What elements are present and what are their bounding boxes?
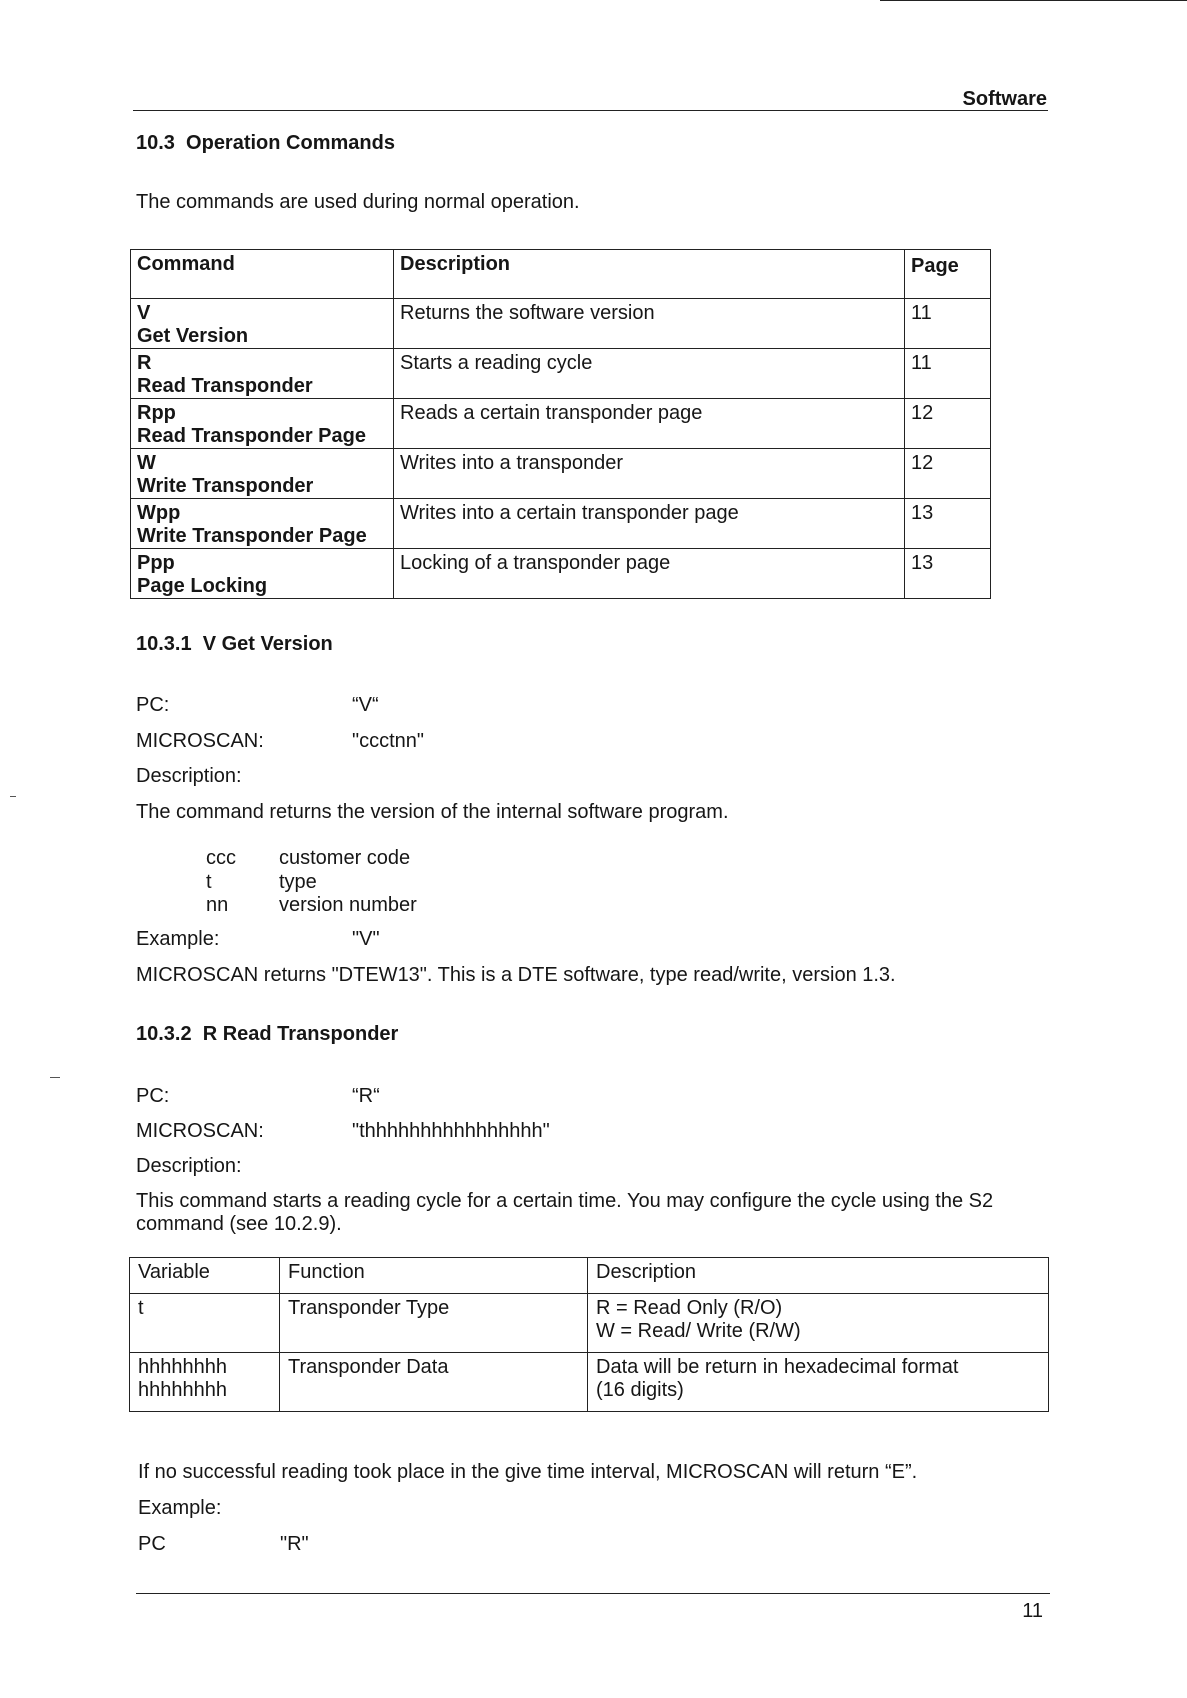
column-header-command: Command: [131, 250, 394, 299]
column-header-function: Function: [280, 1258, 588, 1294]
description-label: Description:: [136, 1155, 242, 1177]
table-row: [131, 549, 991, 599]
page-cell: 13: [905, 499, 991, 549]
command-cell: [131, 299, 394, 349]
field-meaning: customer code: [279, 847, 411, 869]
footer-rule: [136, 1593, 1050, 1594]
command-table: [130, 249, 991, 599]
no-read-text: If no successful reading took place in the give time interval, MICROSCAN will return “E”.: [138, 1461, 918, 1483]
page-cell: 13: [905, 549, 991, 599]
field-code: nn: [206, 894, 229, 916]
command-cell: [131, 349, 394, 399]
field-meaning: version number: [279, 894, 417, 916]
page-cell: 12: [905, 449, 991, 499]
variable-cell: [130, 1353, 280, 1412]
page-cell: 12: [905, 399, 991, 449]
table-header-row: [130, 1258, 1049, 1294]
variable-line: hhhhhhhh: [138, 1379, 227, 1401]
example-pc-label: PC: [138, 1533, 166, 1555]
description-line: This command starts a reading cycle for a certain time. You may configure the cycle using the S2: [136, 1190, 994, 1212]
page-cell: 11: [905, 299, 991, 349]
example-label: Example:: [138, 1497, 222, 1519]
section-title-10-3-2: 10.3.2 R Read Transponder: [136, 1023, 399, 1045]
description-text: The command returns the version of the internal software program.: [136, 801, 729, 823]
command-code: Rpp: [137, 402, 176, 424]
description-line: Data will be return in hexadecimal format: [596, 1356, 959, 1378]
variable-line: hhhhhhhh: [138, 1356, 227, 1378]
example-pc-value: "R": [280, 1533, 309, 1555]
column-header-description: Description: [394, 250, 905, 299]
column-header-description: Description: [588, 1258, 1049, 1294]
pc-label: PC:: [136, 694, 170, 716]
description-line: command (see 10.2.9).: [136, 1213, 342, 1235]
table-row: [131, 449, 991, 499]
section-title-10-3-1: 10.3.1 V Get Version: [136, 633, 333, 655]
command-cell: [131, 499, 394, 549]
field-code: ccc: [206, 847, 236, 869]
description-cell: [588, 1353, 1049, 1412]
description-line: (16 digits): [596, 1379, 684, 1401]
running-header-title: Software: [962, 88, 1047, 110]
command-code: R: [137, 352, 152, 374]
pc-value: “V“: [352, 694, 379, 716]
example-label: Example:: [136, 928, 220, 950]
example-value: "V": [352, 928, 380, 950]
description-cell: Returns the software version: [394, 299, 905, 349]
page-number: 11: [1022, 1600, 1043, 1622]
header-rule: [133, 110, 1048, 111]
description-cell: Reads a certain transponder page: [394, 399, 905, 449]
section-intro: The commands are used during normal operation.: [136, 191, 580, 213]
command-cell: [131, 549, 394, 599]
variable-cell: [130, 1294, 280, 1353]
command-cell: [131, 449, 394, 499]
description-cell: Locking of a transponder page: [394, 549, 905, 599]
table-row: [131, 299, 991, 349]
command-code: W: [137, 452, 156, 474]
description-line: W = Read/ Write (R/W): [596, 1320, 801, 1342]
column-header-variable: Variable: [130, 1258, 280, 1294]
description-cell: [588, 1294, 1049, 1353]
command-name: Read Transponder: [137, 375, 313, 397]
field-meaning: type: [279, 871, 317, 893]
table-row: [131, 349, 991, 399]
description-label: Description:: [136, 765, 242, 787]
description-cell: Writes into a certain transponder page: [394, 499, 905, 549]
table-row: [130, 1294, 1049, 1353]
description-line: R = Read Only (R/O): [596, 1297, 783, 1319]
command-name: Write Transponder: [137, 475, 314, 497]
command-code: Wpp: [137, 502, 181, 524]
command-code: Ppp: [137, 552, 175, 574]
variable-line: t: [138, 1297, 144, 1319]
microscan-label: MICROSCAN:: [136, 730, 264, 752]
table-row: [130, 1353, 1049, 1412]
pc-label: PC:: [136, 1085, 170, 1107]
description-cell: Writes into a transponder: [394, 449, 905, 499]
top-edge-line: [880, 0, 1187, 1]
description-cell: Starts a reading cycle: [394, 349, 905, 399]
scan-mark: [10, 796, 16, 797]
function-cell: Transponder Data: [280, 1353, 588, 1412]
pc-value: “R“: [352, 1085, 380, 1107]
column-header-page: Page: [905, 250, 991, 299]
command-name: Get Version: [137, 325, 249, 347]
command-name: Read Transponder Page: [137, 425, 366, 447]
field-code: t: [206, 871, 212, 893]
table-row: [131, 499, 991, 549]
table-header-row: [131, 250, 991, 299]
page-cell: 11: [905, 349, 991, 399]
command-code: V: [137, 302, 151, 324]
table-row: [131, 399, 991, 449]
command-name: Page Locking: [137, 575, 268, 597]
command-name: Write Transponder Page: [137, 525, 367, 547]
variable-table: [129, 1257, 1049, 1412]
microscan-value: "ccctnn": [352, 730, 425, 752]
section-title-10-3: 10.3 Operation Commands: [136, 132, 395, 154]
function-cell: Transponder Type: [280, 1294, 588, 1353]
scan-mark: [50, 1077, 60, 1078]
microscan-label: MICROSCAN:: [136, 1120, 264, 1142]
command-cell: [131, 399, 394, 449]
example-text: MICROSCAN returns "DTEW13". This is a DTE software, type read/write, version 1.3.: [136, 964, 896, 986]
microscan-value: "thhhhhhhhhhhhhhhh": [352, 1120, 550, 1142]
